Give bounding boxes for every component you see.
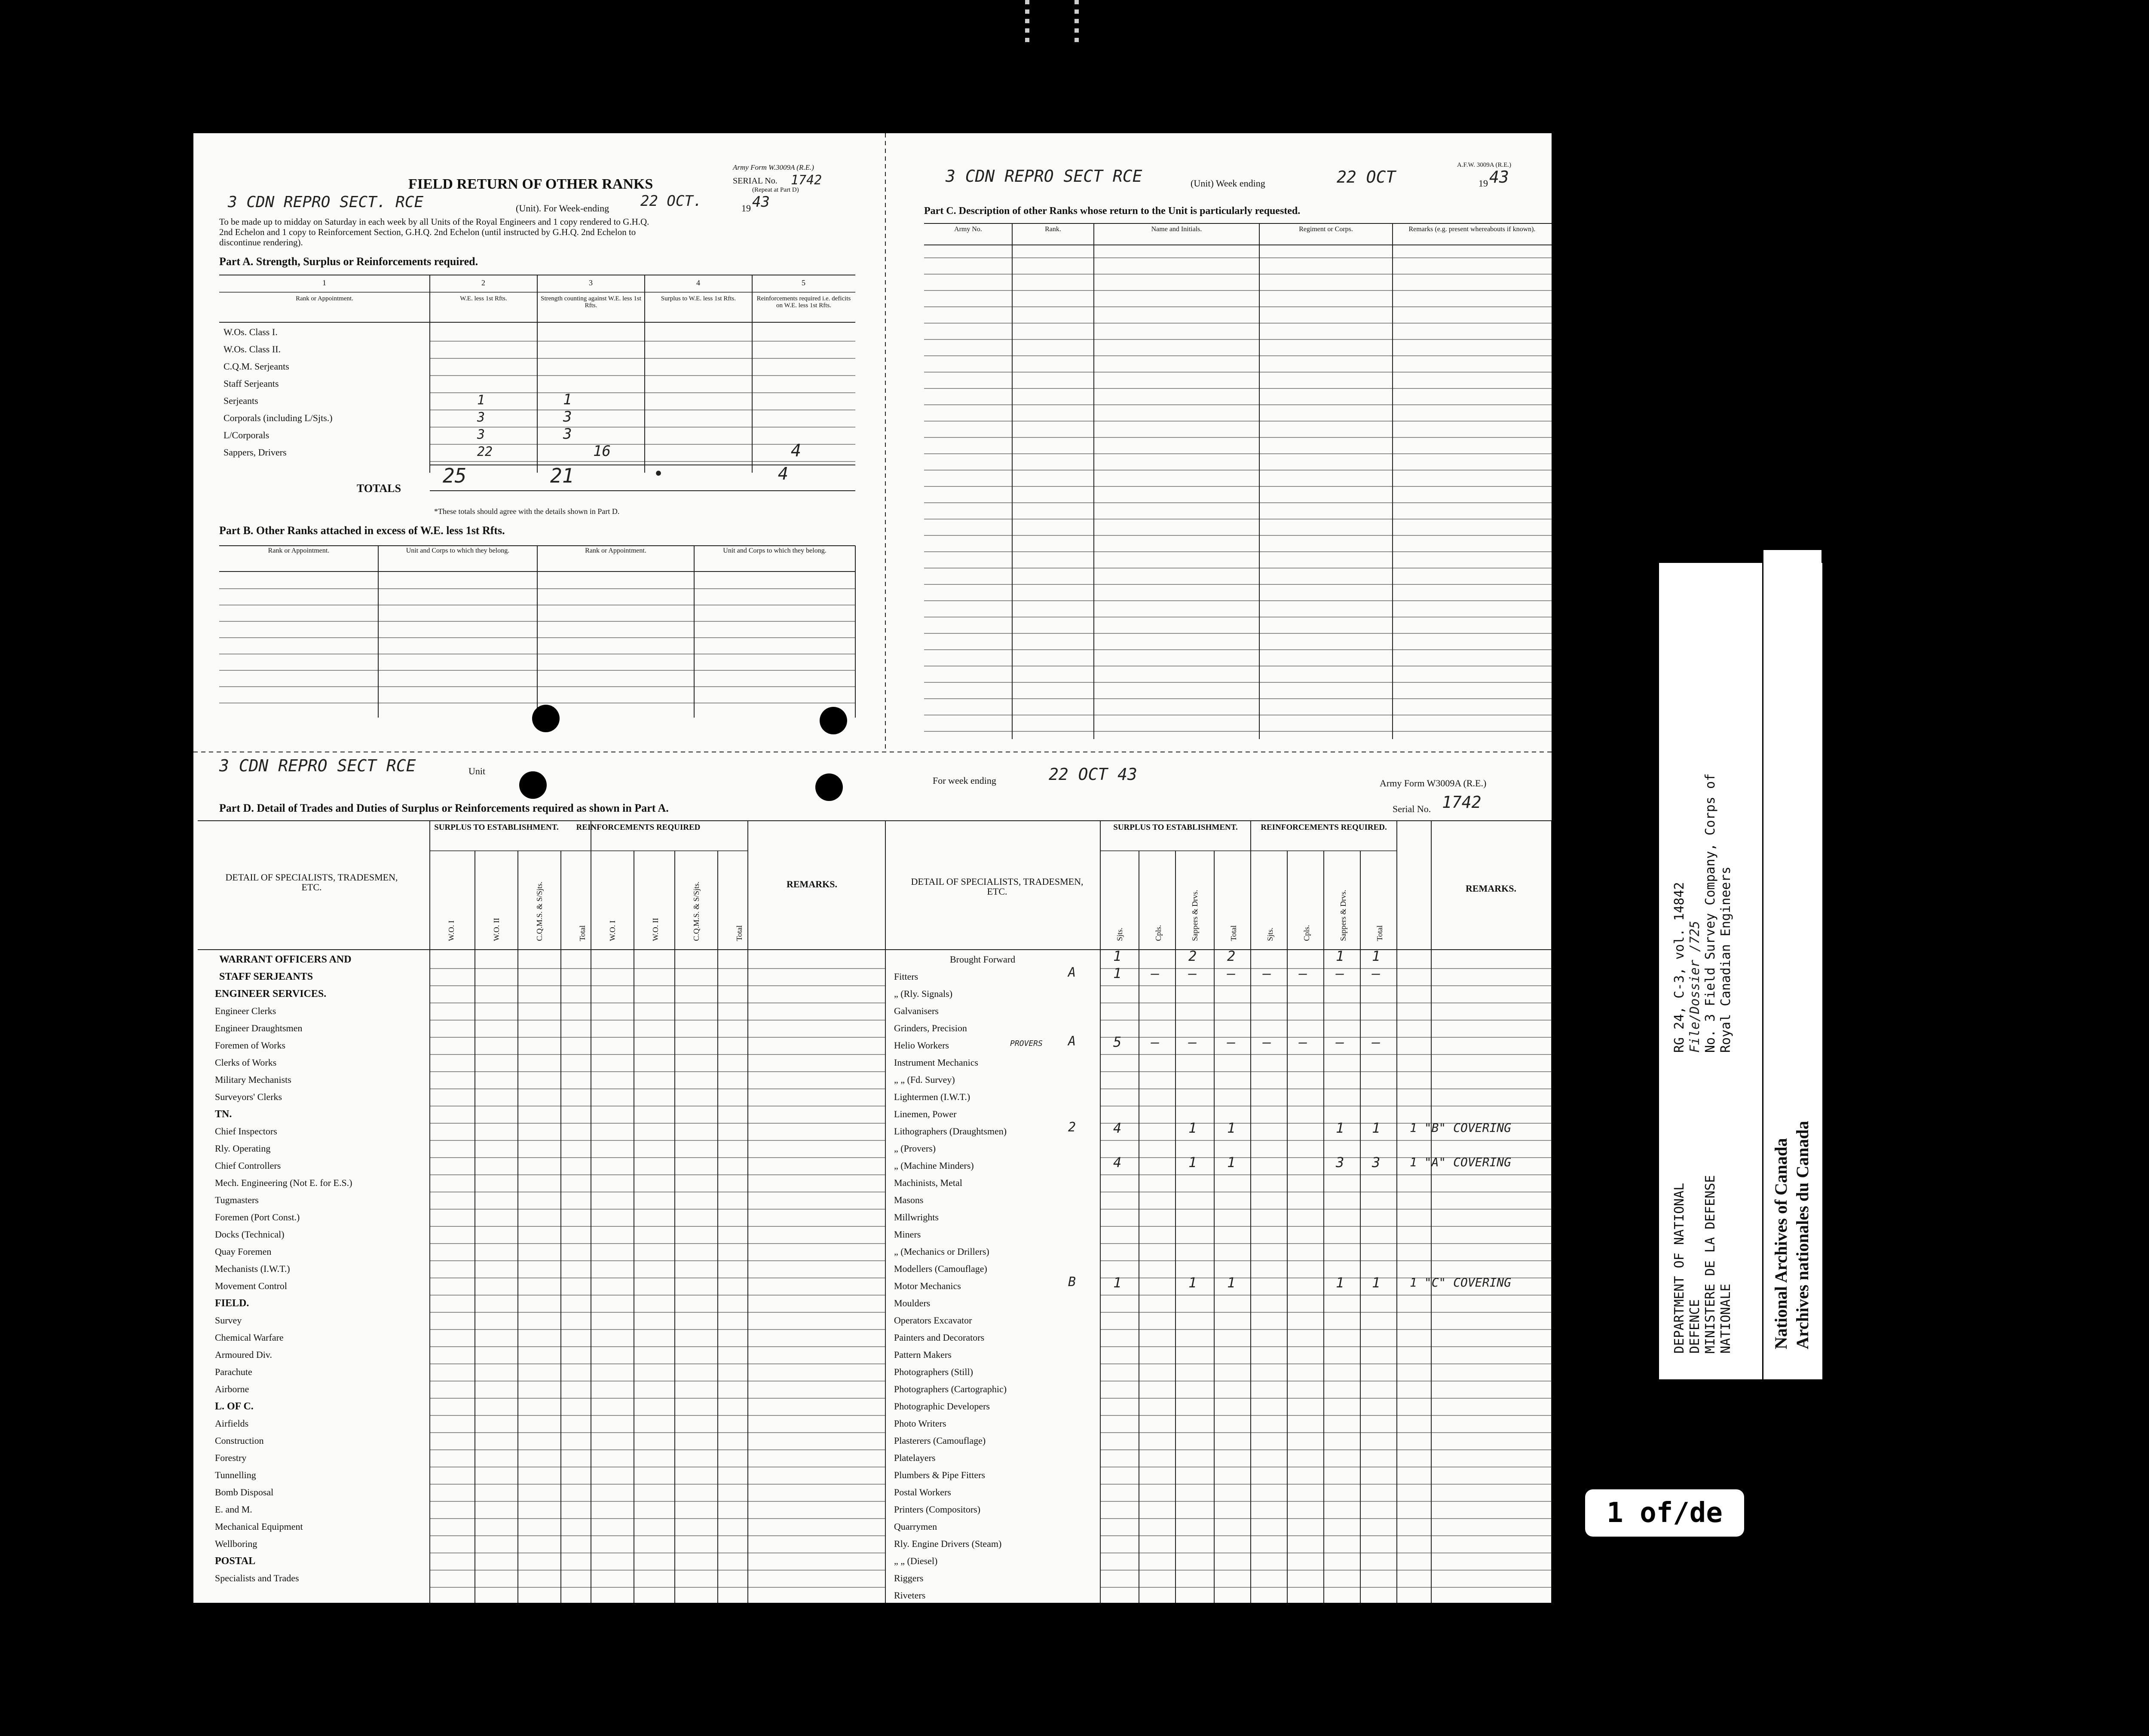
trade-count: – [1263,965,1271,981]
serial-note: (Repeat at Part D) [752,186,799,193]
trade-count: – [1299,1034,1307,1050]
part-c-week-handwritten: 22 OCT [1337,168,1396,186]
column-number: 5 [802,278,805,287]
trade-label: Quay Foremen [215,1246,272,1257]
trade-count: 1 [1227,1274,1236,1291]
part-a-heading: Part A. Strength, Surplus or Reinforcements required. [219,255,478,268]
trade-count: 1 [1336,1120,1344,1136]
trade-label: Photo Writers [894,1418,946,1429]
form-title: FIELD RETURN OF OTHER RANKS [408,176,653,192]
trade-count: 1 [1336,1274,1344,1291]
sub-column-header: W.O. II [651,918,660,941]
sub-column-header: Cpls. [1302,925,1311,941]
sub-column-header: Sappers & Drvs. [1339,889,1347,941]
trade-label: Mechanists (I.W.T.) [215,1263,290,1274]
part-d-serial-handwritten: 1742 [1442,793,1482,812]
archive-name: National Archives of Canada [1771,1138,1791,1349]
field-return-document [193,133,1552,1603]
part-d-week-label: For week ending [933,775,996,786]
trade-label: Clerks of Works [215,1057,277,1068]
archive-dept: MINISTERE DE LA DEFENSE [1703,1175,1718,1354]
trade-label: Tunnelling [215,1470,256,1480]
page-indicator: 1 of/de [1585,1489,1744,1537]
part-d-heading: Part D. Detail of Trades and Duties of Surplus or Reinforcements required as shown in Part A. [219,802,669,814]
trade-count: 2 [1227,948,1236,964]
sub-column-header: C.Q.M.S. & S/Sjts. [692,881,701,941]
sub-column-header: W.O. II [492,918,501,941]
column-header: Rank or Appointment. [296,295,353,302]
trade-label: Pattern Makers [894,1349,952,1360]
trade-label: WARRANT OFFICERS AND [219,954,352,965]
trade-count: 3 [1336,1154,1344,1171]
trade-count: – [1227,1034,1236,1050]
part-c-year-handwritten: 43 [1489,168,1509,186]
trade-label: Engineer Clerks [215,1006,276,1016]
we-value: 1 [477,393,485,408]
trade-class: 2 [1068,1120,1076,1135]
detail-header: DETAIL OF SPECIALISTS, TRADESMEN, ETC. [225,872,398,893]
archive-reference: File/Dossier /725 [1687,920,1702,1053]
trade-count: – [1372,1034,1381,1050]
trade-label: Rly. Engine Drivers (Steam) [894,1538,1002,1549]
trade-label: Military Mechanists [215,1074,291,1085]
archive-reference: No. 3 Field Survey Company, Corps of [1703,773,1718,1053]
column-header: Rank. [1045,226,1061,233]
trade-label: Photographers (Still) [894,1366,973,1377]
year-handwritten: 43 [752,193,770,211]
part-c-unit-handwritten: 3 CDN REPRO SECT RCE [946,167,1142,186]
total-value: • [653,464,664,484]
trade-label: Foremen (Port Const.) [215,1212,300,1223]
trade-label: Docks (Technical) [215,1229,285,1240]
strength-value: 3 [563,408,572,425]
punch-hole [820,707,847,734]
trade-label: Tugmasters [215,1195,259,1205]
trade-label: Lithographers (Draughtsmen) [894,1126,1007,1137]
part-c-heading: Part C. Description of other Ranks whose return to the Unit is particularly requested. [924,205,1301,217]
archive-name: Archives nationales du Canada [1793,1121,1812,1349]
trade-count: 2 [1188,948,1197,964]
instruction-line: discontinue rendering). [219,237,303,248]
column-number: 3 [589,278,593,287]
trade-label: Machinists, Metal [894,1177,962,1188]
trade-label: Specialists and Trades [215,1573,299,1583]
trade-label: Airborne [215,1384,249,1394]
trade-class: A [1068,1034,1076,1049]
column-header: Surplus to W.E. less 1st Rfts. [661,295,736,302]
trade-label: „ (Machine Minders) [894,1160,974,1171]
sub-column-header: Sjts. [1266,927,1274,941]
trade-count: 4 [1113,1154,1122,1171]
trade-count: 1 [1113,965,1122,981]
column-number: 2 [481,278,485,287]
archive-dept: DEFENCE [1687,1299,1702,1354]
trade-label: ENGINEER SERVICES. [215,988,327,999]
part-d-serial-label: Serial No. [1393,804,1431,814]
trade-count: 1 [1227,1154,1236,1171]
sub-column-header: Total [735,925,744,941]
trade-label: Surveyors' Clerks [215,1091,282,1102]
trade-label: Instrument Mechanics [894,1057,979,1068]
trade-count: 5 [1113,1034,1122,1050]
part-d-week-handwritten: 22 OCT 43 [1049,765,1137,784]
sub-column-header: Total [1229,925,1238,941]
column-header: Rank or Appointment. [585,547,646,554]
trade-label: E. and M. [215,1504,252,1515]
serial-value: 1742 [791,173,822,188]
part-c-form-label: A.F.W. 3009A (R.E.) [1457,162,1512,168]
year-prefix: 19 [741,203,751,214]
trade-label: POSTAL [215,1556,256,1567]
column-header: Name and Initials. [1151,226,1202,233]
archive-reference: Royal Canadian Engineers [1718,866,1733,1053]
helio-note: PROVERS [1010,1039,1043,1048]
army-form-label: Army Form W.3009A (R.E.) [733,163,814,171]
rank-label: Corporals (including L/Sjts.) [223,413,333,423]
trade-label: Galvanisers [894,1006,939,1016]
trade-count: – [1336,965,1344,981]
trade-label: Linemen, Power [894,1109,957,1119]
reinforcement-header: REINFORCEMENTS REQUIRED [576,823,701,832]
column-header: Unit and Corps to which they belong. [723,547,827,554]
remarks-header: REMARKS. [787,879,837,889]
trade-label: Motor Mechanics [894,1281,961,1291]
trade-count: – [1188,965,1197,981]
trade-remark: 1 "B" COVERING [1410,1121,1512,1135]
trade-count: – [1188,1034,1197,1050]
punch-hole [532,705,560,732]
instruction-line: 2nd Echelon and 1 copy to Reinforcement Section, G.H.Q. 2nd Echelon (until instructed by G.H.Q. 2nd Echelon to [219,227,636,237]
trade-label: Rly. Operating [215,1143,271,1154]
trade-label: Fitters [894,971,918,982]
trade-count: – [1299,965,1307,981]
unit-handwritten: 3 CDN REPRO SECT. RCE [228,193,424,211]
sub-column-header: Total [1375,925,1384,941]
remarks-header: REMARKS. [1466,883,1516,894]
total-value: 4 [778,464,789,484]
trade-label: Quarrymen [894,1521,937,1532]
surplus-header: SURPLUS TO ESTABLISHMENT. [1113,823,1238,832]
trade-count: 1 [1188,1120,1197,1136]
trade-label: Forestry [215,1452,247,1463]
trade-label: Masons [894,1195,924,1205]
trade-count: – [1263,1034,1271,1050]
trade-label: Photographers (Cartographic) [894,1384,1007,1394]
trade-count: 1 [1227,1120,1236,1136]
form-grid [193,133,1552,1603]
trade-label: Moulders [894,1298,931,1308]
rank-label: C.Q.M. Serjeants [223,361,289,372]
trade-label: Grinders, Precision [894,1023,967,1033]
unit-label: (Unit). For Week-ending [516,203,609,214]
trade-count: 1 [1372,948,1381,964]
trade-label: Riveters [894,1590,926,1601]
trade-label: Movement Control [215,1281,288,1291]
archive-reference: RG 24, C-3, vol. 14842 [1672,882,1687,1053]
sub-column-header: Sjts. [1115,927,1124,941]
trade-label: Millwrights [894,1212,939,1223]
totals-label: TOTALS [357,482,401,495]
trade-count: 1 [1372,1274,1381,1291]
rank-label: Staff Serjeants [223,378,279,389]
week-ending-handwritten: 22 OCT. [640,193,702,210]
column-header: Regiment or Corps. [1299,226,1353,233]
trade-count: 1 [1113,1274,1122,1291]
reinforcement-header: REINFORCEMENTS REQUIRED. [1261,823,1387,832]
trade-remark: 1 "A" COVERING [1410,1155,1512,1169]
we-value: 22 [477,444,493,459]
reinforcement-value: 4 [791,441,802,461]
surplus-header: SURPLUS TO ESTABLISHMENT. [434,823,559,832]
trade-count: – [1372,965,1381,981]
trade-count: – [1336,1034,1344,1050]
rank-label: Serjeants [223,395,258,406]
trade-label: Helio Workers [894,1040,949,1051]
archive-dept: NATIONALE [1718,1284,1733,1354]
trade-label: Construction [215,1435,264,1446]
trade-count: 1 [1188,1274,1197,1291]
column-header: Unit and Corps to which they belong. [406,547,510,554]
sub-column-header: C.Q.M.S. & S/Sjts. [535,881,544,941]
trade-label: Parachute [215,1366,252,1377]
strength-value: 1 [563,391,572,408]
column-header: Strength counting against W.E. less 1st Rfts. [541,295,641,309]
part-c-unit-label: (Unit) Week ending [1191,178,1265,189]
trade-label: „ (Mechanics or Drillers) [894,1246,989,1257]
totals-footnote: *These totals should agree with the details shown in Part D. [434,507,620,516]
we-value: 3 [477,427,485,442]
column-number: 1 [322,278,326,287]
total-value: 21 [550,464,574,487]
column-header: Remarks (e.g. present whereabouts if known). [1408,226,1536,233]
trade-count: 1 [1372,1120,1381,1136]
trade-label: Plumbers & Pipe Fitters [894,1470,986,1480]
trade-count: – [1227,965,1236,981]
archive-dept: DEPARTMENT OF NATIONAL [1672,1183,1687,1354]
trade-label: Painters and Decorators [894,1332,985,1343]
trade-label: Lightermen (I.W.T.) [894,1091,970,1102]
column-header: Army No. [954,226,982,233]
punch-hole [815,773,843,801]
trade-label: L. OF C. [215,1401,254,1412]
trade-label: „ (Rly. Signals) [894,988,953,999]
trade-label: Platelayers [894,1452,936,1463]
archive-label-text [1668,554,1831,1371]
trade-label: „ „ (Fd. Survey) [894,1074,955,1085]
detail-header: DETAIL OF SPECIALISTS, TRADESMEN, ETC. [911,876,1084,897]
trade-label: Modellers (Camouflage) [894,1263,987,1274]
column-number: 4 [696,278,700,287]
trade-count: 1 [1113,948,1122,964]
part-c-year-prefix: 19 [1479,178,1488,189]
trade-label: FIELD. [215,1298,249,1309]
trade-class: B [1068,1274,1076,1290]
trade-label: STAFF SERJEANTS [219,971,313,982]
strength-value: 16 [593,443,611,460]
trade-label: Wellboring [215,1538,257,1549]
trade-label: Engineer Draughtsmen [215,1023,303,1033]
rank-label: W.Os. Class I. [223,327,278,337]
trade-count: 1 [1336,948,1344,964]
sub-column-header: W.O. I [608,920,617,941]
sub-column-header: Sappers & Drvs. [1191,889,1199,941]
column-header: Rank or Appointment. [268,547,330,554]
part-d-unit-label: Unit [468,766,486,776]
trade-label: Riggers [894,1573,924,1583]
rank-label: L/Corporals [223,430,269,440]
trade-label: Mechanical Equipment [215,1521,303,1532]
rank-label: Sappers, Drivers [223,447,287,458]
trade-count: – [1151,965,1160,981]
trade-label: Plasterers (Camouflage) [894,1435,986,1446]
trade-label: Airfields [215,1418,249,1429]
film-mark [1074,0,1079,47]
trade-label: Foremen of Works [215,1040,286,1051]
film-mark [1025,0,1029,47]
strength-value: 3 [563,425,572,443]
total-value: 25 [443,464,467,487]
rank-label: W.Os. Class II. [223,344,281,355]
part-d-form-label: Army Form W3009A (R.E.) [1380,778,1487,789]
trade-class: A [1068,965,1076,980]
trade-count: 1 [1188,1154,1197,1171]
sub-column-header: Total [578,925,587,941]
column-header: Reinforcements required i.e. deficits on W.E. less 1st Rfts. [756,295,851,309]
trade-count: 4 [1113,1120,1122,1136]
trade-label: Mech. Engineering (Not E. for E.S.) [215,1177,352,1188]
part-d-unit-handwritten: 3 CDN REPRO SECT RCE [219,756,416,775]
punch-hole [519,771,547,799]
trade-label: Bomb Disposal [215,1487,274,1498]
trade-label: Chief Inspectors [215,1126,277,1137]
trade-label: Armoured Div. [215,1349,272,1360]
trade-label: Chemical Warfare [215,1332,284,1343]
trade-label: Survey [215,1315,242,1326]
sub-column-header: W.O. I [447,920,456,941]
instruction-line: To be made up to midday on Saturday in each week by all Units of the Royal Engineers and 1 copy rendered to G.H.Q. [219,217,649,227]
serial-label: SERIAL No. [733,176,778,186]
trade-label: Printers (Compositors) [894,1504,981,1515]
trade-count: – [1151,1034,1160,1050]
trade-label: „ (Provers) [894,1143,936,1154]
trade-label: Photographic Developers [894,1401,990,1412]
column-header: W.E. less 1st Rfts. [460,295,507,302]
trade-label: TN. [215,1109,232,1120]
trade-label: Postal Workers [894,1487,951,1498]
trade-label: Operators Excavator [894,1315,972,1326]
trade-label: Brought Forward [950,954,1016,965]
trade-label: „ „ (Diesel) [894,1556,938,1566]
trade-count: 3 [1372,1154,1381,1171]
trade-label: Chief Controllers [215,1160,281,1171]
sub-column-header: Cpls. [1154,925,1163,941]
trade-label: Miners [894,1229,921,1240]
we-value: 3 [477,410,485,425]
trade-remark: 1 "C" COVERING [1410,1275,1512,1290]
part-b-heading: Part B. Other Ranks attached in excess of W.E. less 1st Rfts. [219,524,505,537]
